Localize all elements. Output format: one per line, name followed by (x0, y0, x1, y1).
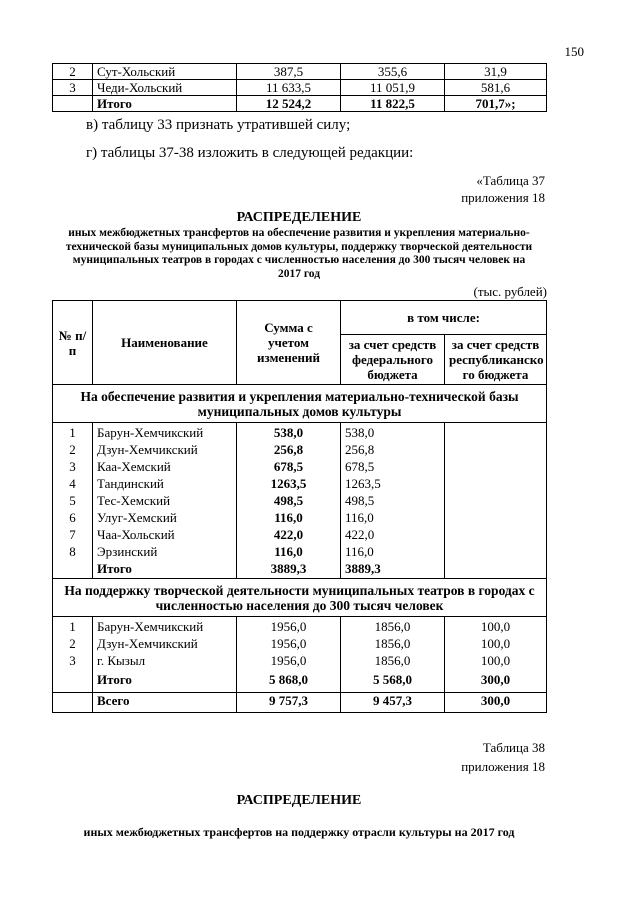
itogo-sum: 3889,3 (270, 561, 307, 576)
section-title-line: муниципальных домов культуры (197, 403, 402, 419)
vsego-label: Всего (93, 693, 237, 713)
header-federal-line: федерального (351, 352, 434, 367)
section1-sums (237, 423, 341, 579)
subtitle-line: 2017 год (277, 267, 321, 280)
section1-title (53, 385, 547, 423)
row-name: Сут-Хольский (93, 64, 237, 80)
row-federal: 116,0 (345, 544, 374, 559)
row-republic: 100,0 (480, 619, 511, 634)
section2-title (53, 579, 547, 617)
row-total: 387,5 (237, 64, 341, 80)
vsego-republic: 300,0 (445, 693, 547, 713)
row-republic: 100,0 (480, 636, 511, 651)
row-name: Каа-Хемский (97, 459, 171, 474)
row-federal: 1856,0 (374, 636, 411, 651)
section1-names (93, 423, 237, 579)
vsego-federal: 9 457,3 (341, 693, 445, 713)
table37-reference (461, 172, 545, 206)
item-g: г) таблицы 37-38 изложить в следующей редакции: (86, 145, 414, 161)
row-name: Чеди-Хольский (93, 80, 237, 96)
row-name: Барун-Хемчикский (97, 619, 204, 634)
row-sum: 1263,5 (270, 476, 307, 491)
row-sum: 422,0 (273, 527, 304, 542)
itogo-row (53, 96, 547, 112)
itogo-total: 12 524,2 (237, 96, 341, 112)
row-sum: 538,0 (273, 425, 304, 440)
row-sum: 498,5 (273, 493, 304, 508)
row-federal: 538,0 (345, 425, 375, 440)
row-federal: 11 051,9 (341, 80, 445, 96)
header-federal (341, 335, 445, 385)
row-name: Улуг-Хемский (97, 510, 177, 525)
units-label: (тыс. рублей) (473, 284, 547, 299)
vsego-sum: 9 757,3 (237, 693, 341, 713)
itogo-federal: 11 822,5 (341, 96, 445, 112)
header-sum (237, 301, 341, 385)
header-sum-line: изменений (257, 350, 320, 365)
row-federal: 1856,0 (374, 653, 411, 668)
header-sum-line: Сумма с (264, 320, 313, 335)
row-num: 7 (69, 527, 76, 542)
row-sum: 1956,0 (270, 619, 307, 634)
header-republic-line: республиканско (449, 352, 544, 367)
row-name: Тес-Хемский (97, 493, 171, 508)
table-row (53, 64, 547, 80)
section-title-line: численностью населения до 300 тысяч человек (155, 597, 444, 613)
section2-names (93, 617, 237, 693)
row-num: 6 (69, 510, 76, 525)
header-name: Наименование (93, 301, 237, 385)
row-num: 3 (53, 80, 93, 96)
section2-federal (341, 617, 445, 693)
itogo-republic: 300,0 (480, 672, 511, 687)
row-num: 4 (69, 476, 76, 491)
row-sum: 1956,0 (270, 653, 307, 668)
header-republic (445, 335, 547, 385)
subtitle-line: иных межбюджетных трансфертов на обеспечение развития и укрепления материально- (68, 227, 530, 239)
itogo-label: Итого (97, 672, 132, 687)
subtitle-line: муниципальных театров в городах с численностью населения до 300 тысяч человек на (72, 254, 526, 266)
row-name: Дзун-Хемчикский (97, 442, 198, 457)
item-v: в) таблицу 33 признать утратившей силу; (86, 117, 351, 133)
row-sum: 678,5 (273, 459, 304, 474)
row-republic: 581,6 (445, 80, 547, 96)
distribution-title: РАСПРЕДЕЛЕНИЕ (236, 210, 362, 225)
distribution-title-2: РАСПРЕДЕЛЕНИЕ (236, 793, 362, 808)
section-title-line: На обеспечение развития и укрепления материально-технической базы (80, 388, 519, 404)
header-federal-line: бюджета (367, 367, 418, 382)
table-row (53, 80, 547, 96)
section1-nums (53, 423, 93, 579)
row-federal: 678,5 (345, 459, 375, 474)
itogo-label: Итого (93, 96, 237, 112)
row-name: г. Кызыл (97, 653, 146, 668)
row-total: 11 633,5 (237, 80, 341, 96)
row-republic: 100,0 (480, 653, 511, 668)
row-num: 5 (69, 493, 76, 508)
table38-reference (461, 738, 545, 776)
row-name: Чаа-Хольский (97, 527, 175, 542)
row-federal: 422,0 (345, 527, 375, 542)
row-num: 3 (69, 653, 76, 668)
row-name: Барун-Хемчикский (97, 425, 204, 440)
section2-sums (237, 617, 341, 693)
row-federal: 1263,5 (345, 476, 381, 491)
table37-appendix: приложения 18 (461, 190, 545, 205)
row-num: 8 (69, 544, 76, 559)
row-name: Эрзинский (97, 544, 158, 559)
row-federal: 355,6 (341, 64, 445, 80)
row-name: Тандинский (97, 476, 164, 491)
row-federal: 116,0 (345, 510, 374, 525)
row-name: Дзун-Хемчикский (97, 636, 198, 651)
row-federal: 256,8 (345, 442, 375, 457)
distribution-subtitle-2: иных межбюджетных трансфертов на поддержку отрасли культуры на 2017 год (83, 825, 515, 839)
table37-label: «Таблица 37 (476, 173, 545, 188)
itogo-sum: 5 868,0 (269, 672, 308, 687)
header-num: № п/п (53, 301, 93, 385)
section2-republic (445, 617, 547, 693)
row-num: 2 (69, 442, 76, 457)
itogo-federal: 3889,3 (345, 561, 381, 576)
distribution-subtitle (52, 227, 546, 281)
header-including: в том числе: (341, 301, 547, 335)
table38-label: Таблица 38 (482, 740, 545, 755)
page-number: 150 (564, 44, 584, 59)
row-sum: 116,0 (274, 510, 303, 525)
row-num: 2 (53, 64, 93, 80)
itogo-republic: 701,7»; (445, 96, 547, 112)
row-sum: 116,0 (274, 544, 303, 559)
section1-federal (341, 423, 445, 579)
subtitle-line: технической базы муниципальных домов культуры, поддержку творческой деятельности (65, 240, 533, 253)
header-sum-line: учетом (268, 335, 309, 350)
row-federal: 498,5 (345, 493, 375, 508)
itogo-federal: 5 568,0 (373, 672, 412, 687)
section2-nums (53, 617, 93, 693)
row-num: 1 (69, 425, 76, 440)
vsego-row (53, 693, 547, 713)
section-title-line: На поддержку творческой деятельности муниципальных театров в городах с (64, 582, 535, 598)
row-num: 2 (69, 636, 76, 651)
header-federal-line: за счет средств (348, 337, 437, 352)
row-sum: 1956,0 (270, 636, 307, 651)
itogo-label: Итого (97, 561, 132, 576)
section1-republic (445, 423, 547, 579)
row-republic: 31,9 (445, 64, 547, 80)
table38-appendix: приложения 18 (461, 759, 545, 774)
top-continuation-table (52, 63, 547, 112)
row-num: 1 (69, 619, 76, 634)
header-republic-line: го бюджета (462, 367, 529, 382)
header-republic-line: за счет средств (451, 337, 540, 352)
row-sum: 256,8 (273, 442, 304, 457)
row-num: 3 (69, 459, 76, 474)
distribution-table (52, 300, 547, 713)
row-federal: 1856,0 (374, 619, 411, 634)
